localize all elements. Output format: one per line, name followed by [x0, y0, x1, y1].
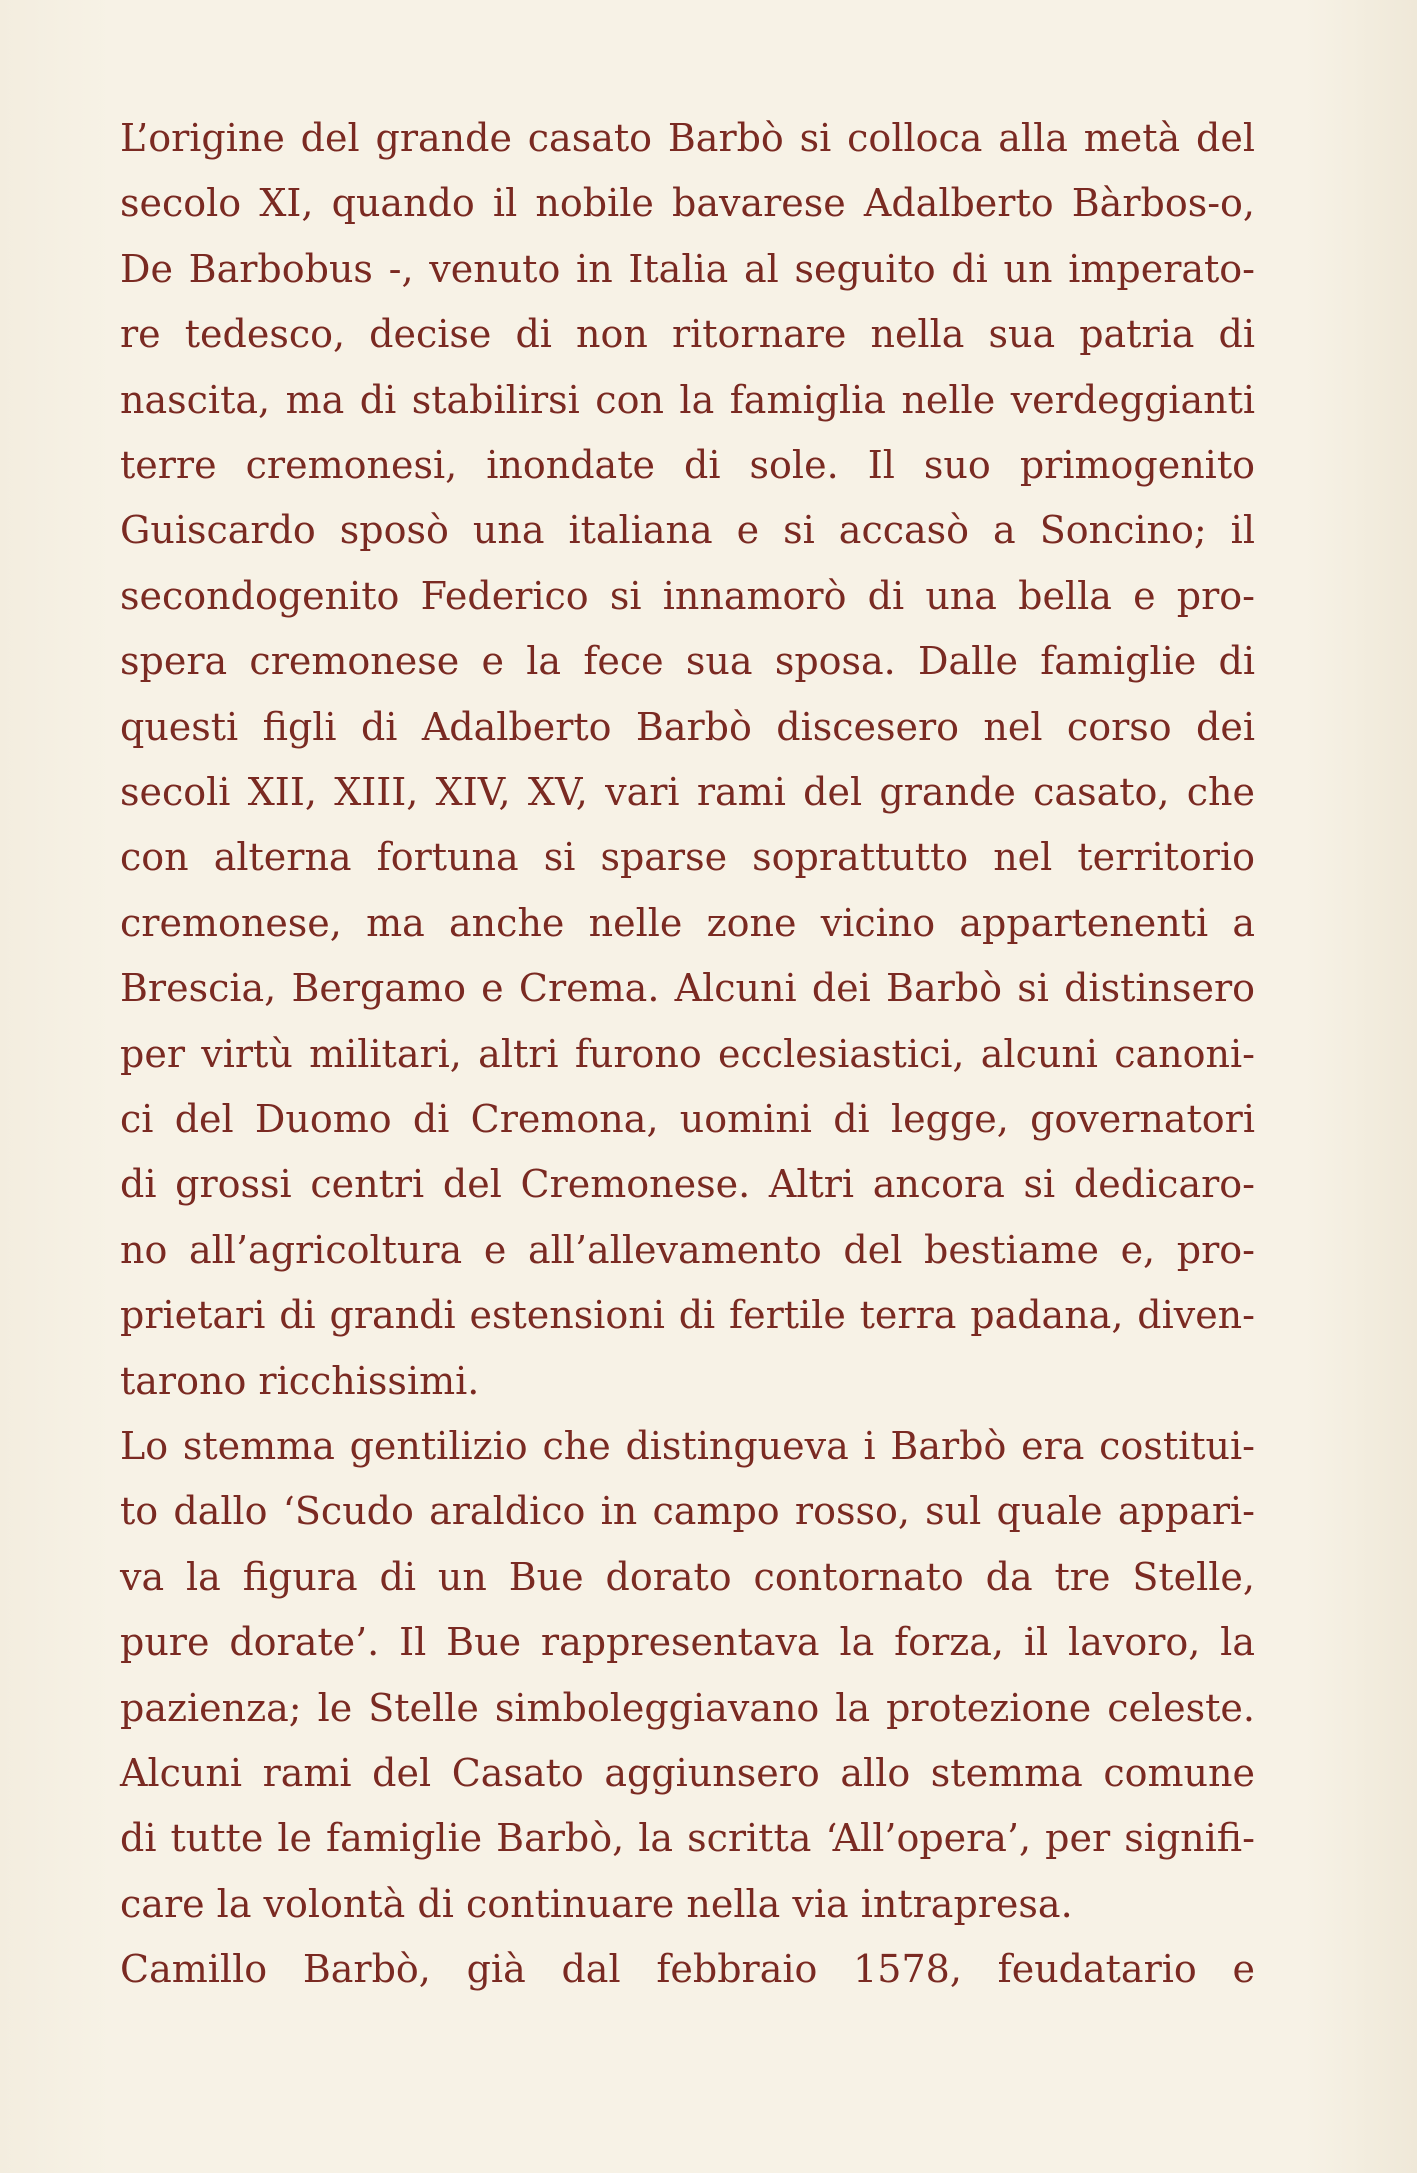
text-line: spera cremonese e la fece sua sposa. Dalle famiglie di [120, 639, 1255, 684]
text-line: De Barbobus -, venuto in Italia al seguito di un imperato- [120, 246, 1255, 291]
text-line: questi figli di Adalberto Barbò discesero nel corso dei [120, 704, 1255, 749]
text-line: no all’agricoltura e all’allevamento del bestiame e, pro- [120, 1227, 1255, 1272]
text-line: secoli XII, XIII, XIV, XV, vari rami del grande casato, che [120, 770, 1255, 814]
text-line: Alcuni rami del Casato aggiunsero allo stemma comune [120, 1751, 1255, 1795]
text-line: pazienza; le Stelle simboleggiavano la protezione celeste. [120, 1685, 1255, 1730]
text-line: cremonese, ma anche nelle zone vicino appartenenti a [120, 900, 1255, 945]
text-line: re tedesco, decise di non ritornare nella sua patria di [120, 312, 1255, 357]
text-line: Lo stemma gentilizio che distingueva i Barbò era costitui- [120, 1424, 1255, 1468]
text-line: di grossi centri del Cremonese. Altri ancora si dedicaro- [120, 1162, 1255, 1207]
text-line: Brescia, Bergamo e Crema. Alcuni dei Barbò si distinsero [120, 966, 1255, 1011]
text-line: ci del Duomo di Cremona, uomini di legge, governatori [120, 1097, 1255, 1141]
text-line: prietari di grandi estensioni di fertile terra padana, diven- [120, 1293, 1255, 1338]
text-line: nascita, ma di stabilirsi con la famiglia nelle verdeggianti [120, 377, 1255, 422]
text-line: secondogenito Federico si innamorò di una bella e pro- [120, 573, 1255, 618]
text-line: tarono ricchissimi. [120, 1358, 480, 1403]
text-line: terre cremonesi, inondate di sole. Il suo primogenito [120, 443, 1255, 487]
text-line: Guiscardo sposò una italiana e si accasò a Soncino; il [120, 508, 1255, 553]
text-line: con alterna fortuna si sparse soprattutto nel territorio [120, 835, 1255, 880]
text-line: per virtù militari, altri furono ecclesiastici, alcuni canoni- [120, 1031, 1255, 1076]
text-line: care la volontà di continuare nella via intrapresa. [120, 1881, 1073, 1926]
text-line: di tutte le famiglie Barbò, la scritta ‘All’opera’, per signifi- [120, 1816, 1255, 1861]
text-line: Camillo Barbò, già dal febbraio 1578, feudatario e [120, 1947, 1255, 1992]
text-line: to dallo ‘Scudo araldico in campo rosso, sul quale appari- [120, 1489, 1255, 1534]
text-line: va la figura di un Bue dorato contornato da tre Stelle, [120, 1554, 1255, 1599]
text-line: pure dorate’. Il Bue rappresentava la forza, il lavoro, la [120, 1620, 1255, 1665]
text-line: secolo XI, quando il nobile bavarese Adalberto Bàrbos-o, [120, 181, 1255, 226]
text-line: L’origine del grande casato Barbò si colloca alla metà del [120, 116, 1255, 160]
